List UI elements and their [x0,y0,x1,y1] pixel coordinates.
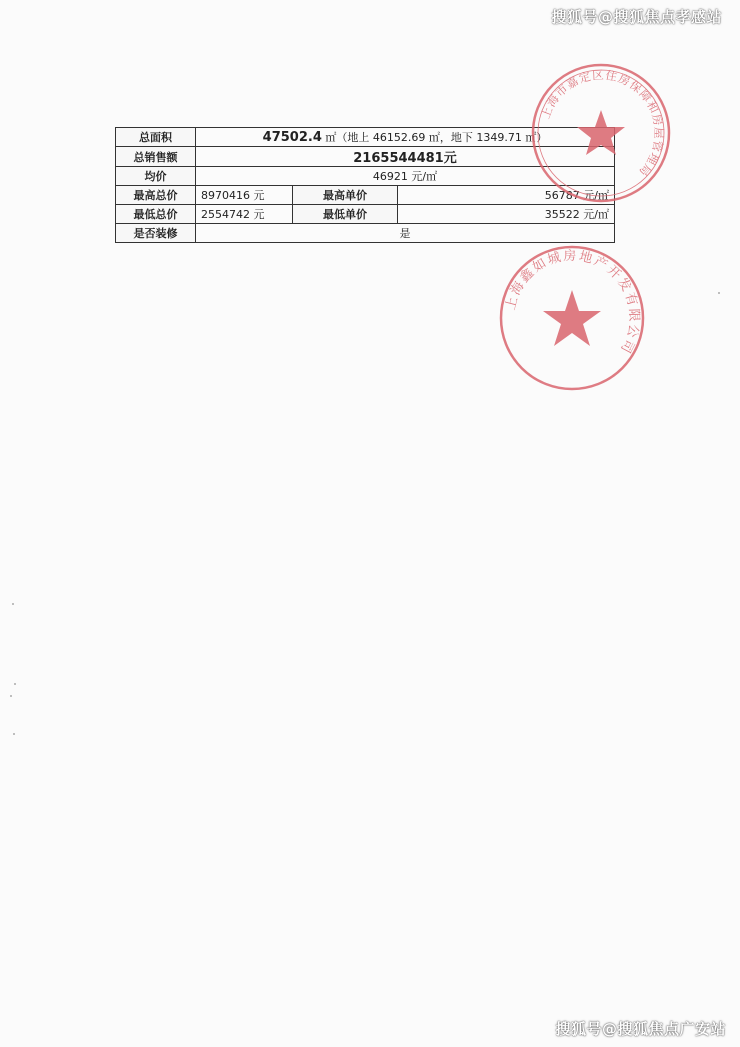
min-unit-value: 35522 元/㎡ [398,205,615,224]
table-row [116,205,615,224]
min-unit-label: 最低单价 [293,205,398,224]
decorated-value: 是 [196,224,615,243]
bottom-seal-text: 上海鑫如城房地产开发有限公司 [503,248,642,357]
total-sales-label: 总销售额 [116,147,196,167]
min-total-label: 最低总价 [116,205,196,224]
decorated-label: 是否装修 [116,224,196,243]
top-seal-text: 上海市嘉定区住房保障和房屋管理局 [538,67,667,180]
government-seal-stamp [530,62,672,204]
max-unit-value: 56787 元/㎡ [398,186,615,205]
watermark-bottom: 搜狐号@搜狐焦点广安站 [555,1020,726,1038]
table-row [116,224,615,243]
total-sales-value: 2165544481元 [196,147,615,167]
total-area-label: 总面积 [116,128,196,147]
watermark-top: 搜狐号@搜狐焦点孝感站 [551,8,722,26]
max-total-label: 最高总价 [116,186,196,205]
company-seal-stamp [497,243,647,393]
avg-price-value: 46921 元/㎡ [196,167,615,186]
total-area-detail: ㎡（地上 46152.69 ㎡，地下 1349.71 ㎡） [325,131,548,144]
min-total-value: 2554742 元 [196,205,293,224]
max-unit-label: 最高单价 [293,186,398,205]
seal-shape [533,65,669,201]
total-area-value: 47502.4 [262,130,322,145]
max-total-value: 8970416 元 [196,186,293,205]
seal-shape [501,247,643,389]
avg-price-label: 均价 [116,167,196,186]
